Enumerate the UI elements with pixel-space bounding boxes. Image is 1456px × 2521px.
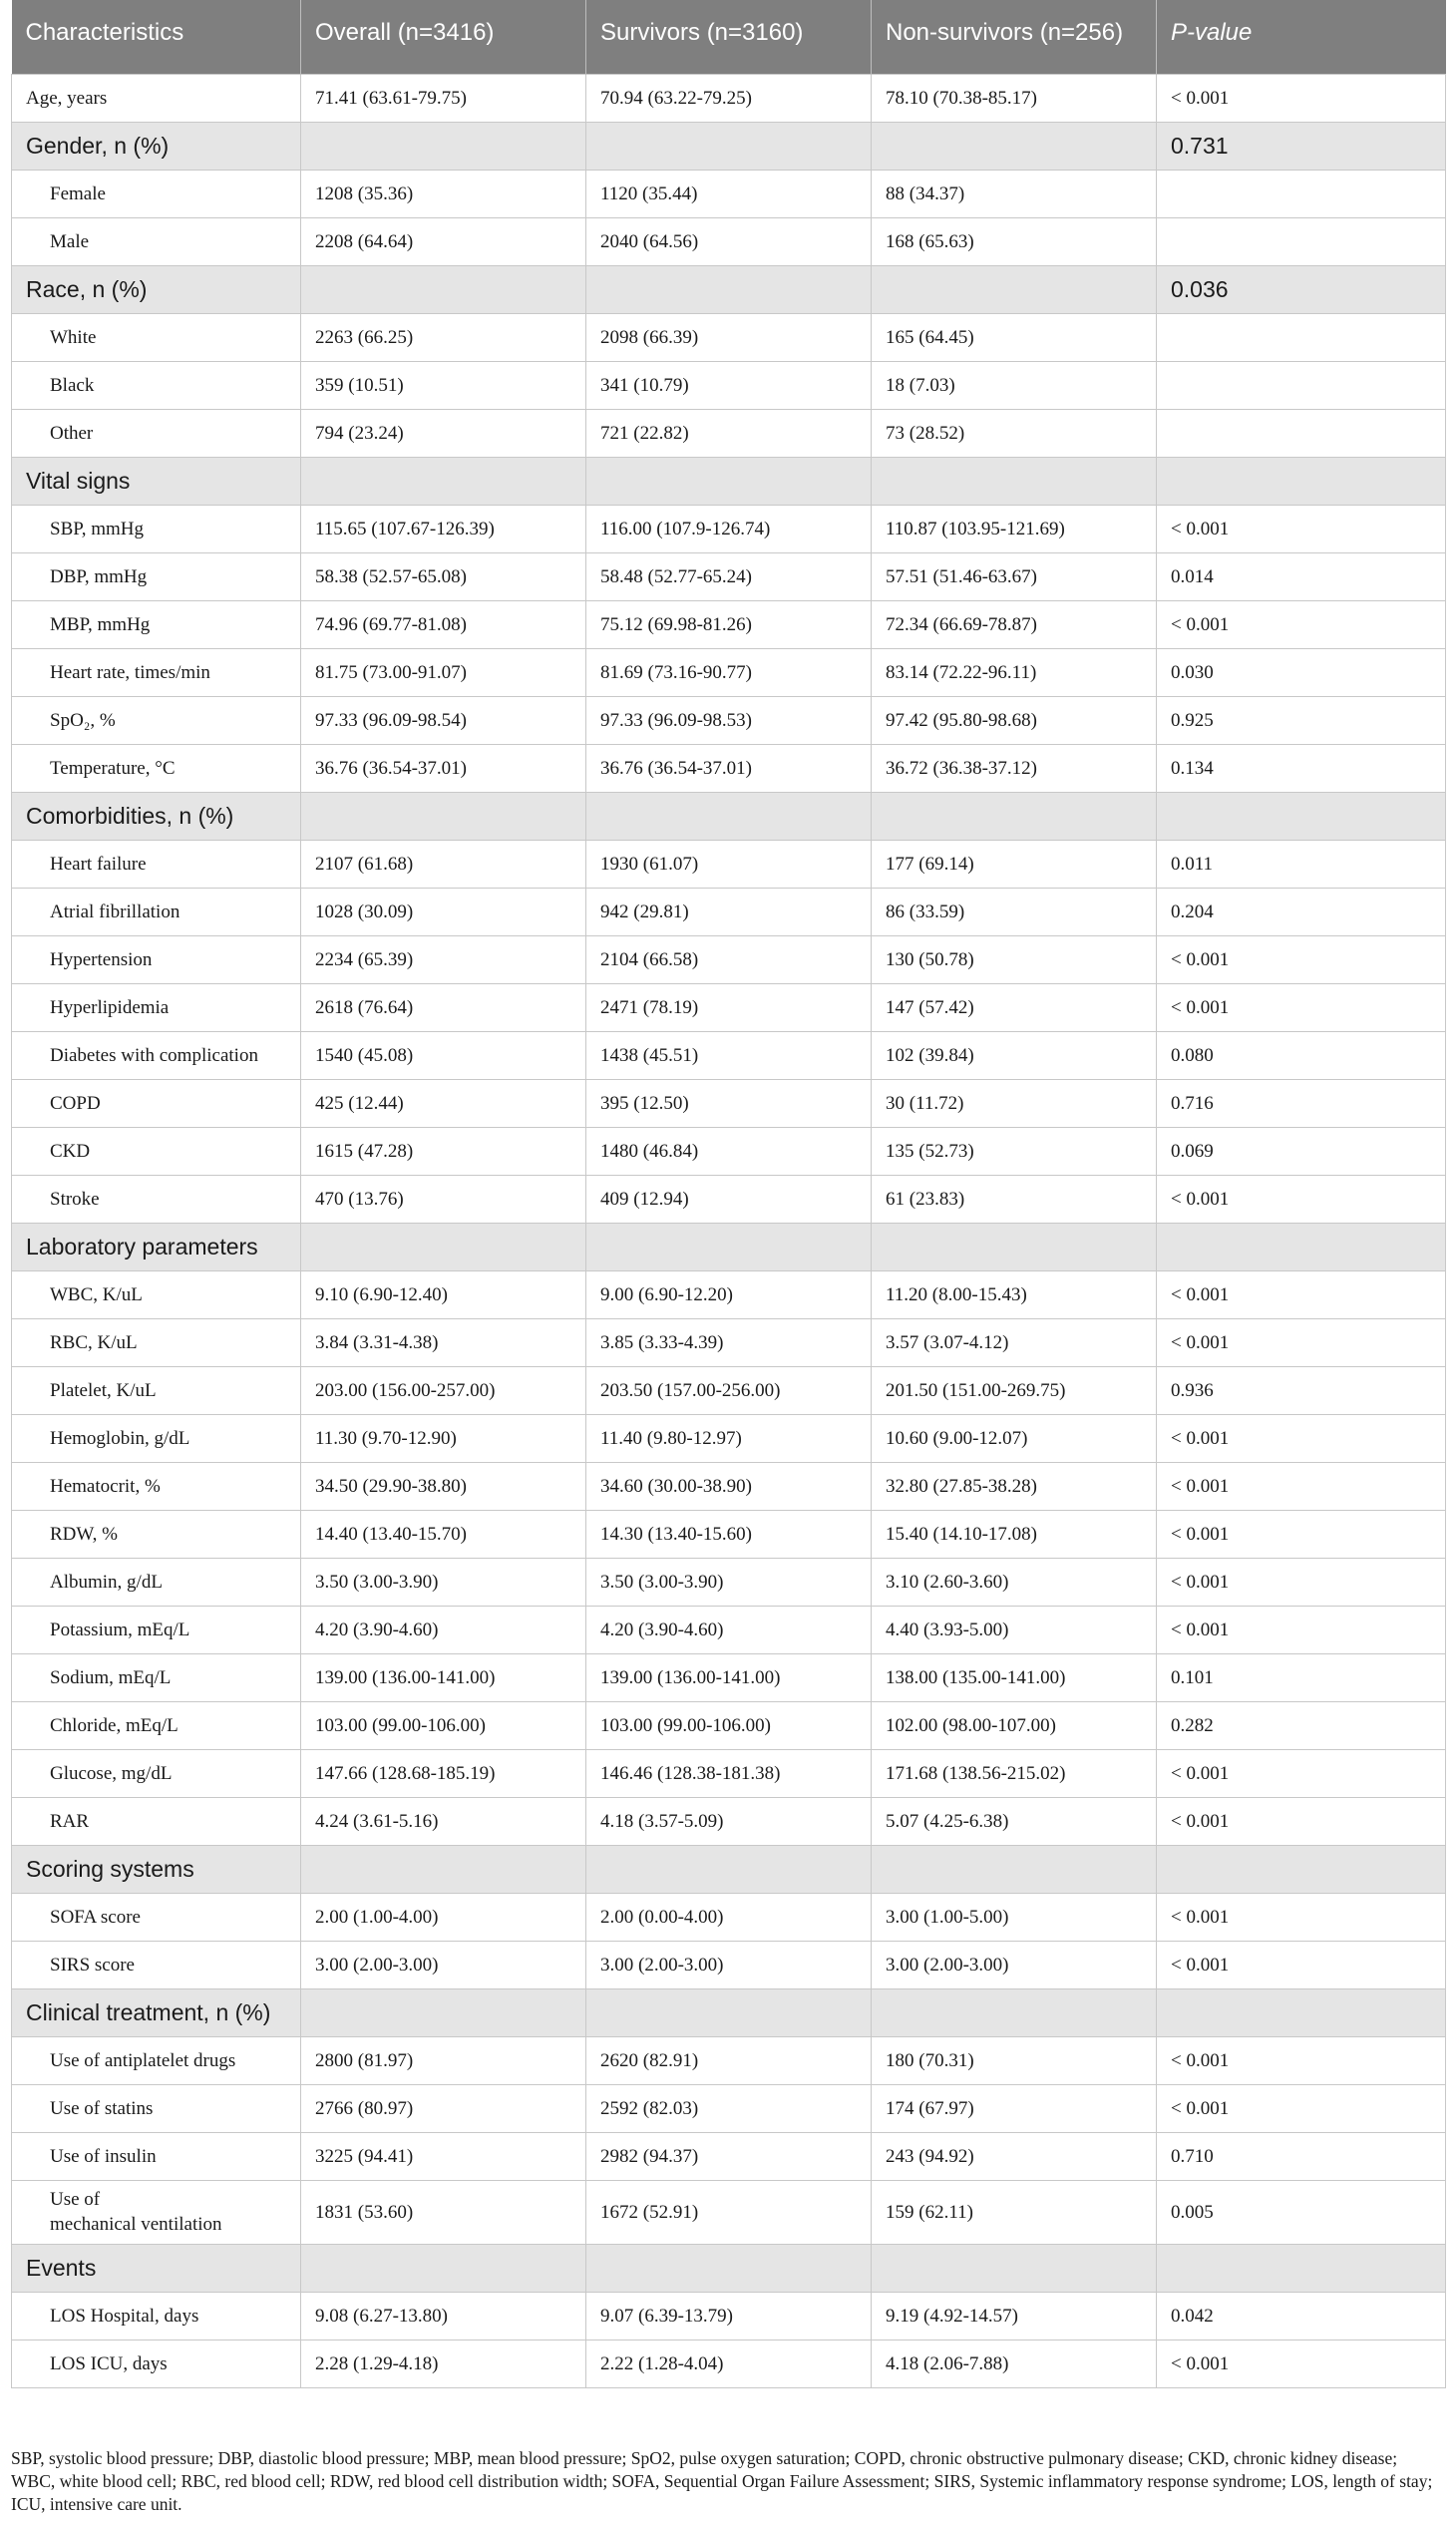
p-value-cell: < 0.001 <box>1157 2084 1446 2132</box>
survivors-cell: 2.22 (1.28-4.04) <box>586 2340 872 2387</box>
table-row <box>12 1414 1446 1462</box>
p-value-cell <box>1157 409 1446 457</box>
survivors-cell: 75.12 (69.98-81.26) <box>586 600 872 648</box>
non-survivors-cell: 135 (52.73) <box>872 1127 1157 1175</box>
survivors-cell: 14.30 (13.40-15.60) <box>586 1510 872 1558</box>
table-row <box>12 361 1446 409</box>
survivors-cell: 9.07 (6.39-13.79) <box>586 2292 872 2340</box>
overall-cell: 2.00 (1.00-4.00) <box>301 1893 586 1941</box>
p-value-cell: < 0.001 <box>1157 2340 1446 2387</box>
characteristic-cell: White <box>12 313 301 361</box>
non-survivors-cell <box>872 457 1157 505</box>
p-value-cell <box>1157 2244 1446 2292</box>
overall-cell <box>301 1845 586 1893</box>
characteristic-cell: WBC, K/uL <box>12 1270 301 1318</box>
non-survivors-cell: 36.72 (36.38-37.12) <box>872 744 1157 792</box>
p-value-cell <box>1157 457 1446 505</box>
p-value-cell: < 0.001 <box>1157 1749 1446 1797</box>
characteristic-cell: Hyperlipidemia <box>12 983 301 1031</box>
p-value-cell: 0.282 <box>1157 1701 1446 1749</box>
non-survivors-cell: 168 (65.63) <box>872 217 1157 265</box>
p-value-cell <box>1157 170 1446 217</box>
characteristic-cell: Chloride, mEq/L <box>12 1701 301 1749</box>
table-row <box>12 2340 1446 2387</box>
survivors-cell: 2040 (64.56) <box>586 217 872 265</box>
survivors-cell: 409 (12.94) <box>586 1175 872 1223</box>
non-survivors-cell: 72.34 (66.69-78.87) <box>872 600 1157 648</box>
p-value-cell <box>1157 1223 1446 1270</box>
p-value-cell: < 0.001 <box>1157 1414 1446 1462</box>
p-value-cell: 0.069 <box>1157 1127 1446 1175</box>
overall-cell <box>301 792 586 840</box>
overall-cell: 2234 (65.39) <box>301 935 586 983</box>
overall-cell: 74.96 (69.77-81.08) <box>301 600 586 648</box>
non-survivors-cell <box>872 2244 1157 2292</box>
overall-cell <box>301 122 586 170</box>
survivors-cell: 203.50 (157.00-256.00) <box>586 1366 872 1414</box>
overall-cell: 3.50 (3.00-3.90) <box>301 1558 586 1606</box>
p-value-cell: 0.925 <box>1157 696 1446 744</box>
characteristic-cell: RDW, % <box>12 1510 301 1558</box>
characteristic-cell: Heart rate, times/min <box>12 648 301 696</box>
overall-cell: 81.75 (73.00-91.07) <box>301 648 586 696</box>
non-survivors-cell: 4.40 (3.93-5.00) <box>872 1606 1157 1653</box>
overall-cell: 1208 (35.36) <box>301 170 586 217</box>
section-header-row <box>12 792 1446 840</box>
non-survivors-cell: 57.51 (51.46-63.67) <box>872 552 1157 600</box>
table-row <box>12 2132 1446 2180</box>
characteristic-cell: SBP, mmHg <box>12 505 301 552</box>
characteristic-cell: Sodium, mEq/L <box>12 1653 301 1701</box>
characteristic-cell: Female <box>12 170 301 217</box>
survivors-cell: 2982 (94.37) <box>586 2132 872 2180</box>
characteristics-table-container <box>11 0 1445 2388</box>
table-row <box>12 696 1446 744</box>
characteristic-cell: Atrial fibrillation <box>12 888 301 935</box>
overall-cell: 14.40 (13.40-15.70) <box>301 1510 586 1558</box>
p-value-cell <box>1157 792 1446 840</box>
p-value-cell: < 0.001 <box>1157 2036 1446 2084</box>
survivors-cell: 395 (12.50) <box>586 1079 872 1127</box>
table-row <box>12 2084 1446 2132</box>
overall-cell: 1028 (30.09) <box>301 888 586 935</box>
characteristic-cell: Hypertension <box>12 935 301 983</box>
survivors-cell: 2592 (82.03) <box>586 2084 872 2132</box>
survivors-cell: 81.69 (73.16-90.77) <box>586 648 872 696</box>
survivors-cell: 1438 (45.51) <box>586 1031 872 1079</box>
p-value-cell: < 0.001 <box>1157 600 1446 648</box>
table-row <box>12 1318 1446 1366</box>
overall-cell: 58.38 (52.57-65.08) <box>301 552 586 600</box>
overall-cell: 203.00 (156.00-257.00) <box>301 1366 586 1414</box>
overall-cell: 359 (10.51) <box>301 361 586 409</box>
survivors-cell: 1930 (61.07) <box>586 840 872 888</box>
overall-cell: 11.30 (9.70-12.90) <box>301 1414 586 1462</box>
p-value-cell: 0.204 <box>1157 888 1446 935</box>
p-value-cell: < 0.001 <box>1157 1893 1446 1941</box>
non-survivors-cell: 86 (33.59) <box>872 888 1157 935</box>
section-label: Scoring systems <box>12 1845 301 1893</box>
p-value-cell: 0.014 <box>1157 552 1446 600</box>
table-row <box>12 1893 1446 1941</box>
header-row <box>12 0 1446 74</box>
table-row <box>12 1941 1446 1988</box>
overall-cell: 2618 (76.64) <box>301 983 586 1031</box>
survivors-cell: 3.85 (3.33-4.39) <box>586 1318 872 1366</box>
p-value-cell <box>1157 1845 1446 1893</box>
overall-cell: 1540 (45.08) <box>301 1031 586 1079</box>
overall-cell: 1831 (53.60) <box>301 2180 586 2244</box>
overall-cell: 115.65 (107.67-126.39) <box>301 505 586 552</box>
characteristic-cell: Male <box>12 217 301 265</box>
table-row <box>12 1606 1446 1653</box>
non-survivors-cell: 10.60 (9.00-12.07) <box>872 1414 1157 1462</box>
p-value-cell: < 0.001 <box>1157 1941 1446 1988</box>
table-row <box>12 1270 1446 1318</box>
non-survivors-cell <box>872 792 1157 840</box>
section-header-row <box>12 122 1446 170</box>
section-header-row <box>12 1988 1446 2036</box>
overall-cell: 4.24 (3.61-5.16) <box>301 1797 586 1845</box>
table-row <box>12 1558 1446 1606</box>
non-survivors-cell: 201.50 (151.00-269.75) <box>872 1366 1157 1414</box>
overall-cell: 4.20 (3.90-4.60) <box>301 1606 586 1653</box>
survivors-cell: 2104 (66.58) <box>586 935 872 983</box>
p-value-cell: < 0.001 <box>1157 1175 1446 1223</box>
survivors-cell: 1480 (46.84) <box>586 1127 872 1175</box>
overall-cell: 470 (13.76) <box>301 1175 586 1223</box>
p-value-cell: 0.936 <box>1157 1366 1446 1414</box>
p-value-cell: 0.134 <box>1157 744 1446 792</box>
non-survivors-cell: 174 (67.97) <box>872 2084 1157 2132</box>
characteristic-cell: Potassium, mEq/L <box>12 1606 301 1653</box>
table-row <box>12 1510 1446 1558</box>
p-value-cell: 0.030 <box>1157 648 1446 696</box>
characteristic-cell: RAR <box>12 1797 301 1845</box>
p-value-cell: < 0.001 <box>1157 1797 1446 1845</box>
p-value-cell: < 0.001 <box>1157 1270 1446 1318</box>
survivors-cell <box>586 1845 872 1893</box>
non-survivors-cell: 5.07 (4.25-6.38) <box>872 1797 1157 1845</box>
table-row <box>12 552 1446 600</box>
p-value-cell: 0.042 <box>1157 2292 1446 2340</box>
survivors-cell: 4.20 (3.90-4.60) <box>586 1606 872 1653</box>
survivors-cell <box>586 792 872 840</box>
survivors-cell: 97.33 (96.09-98.53) <box>586 696 872 744</box>
survivors-cell: 139.00 (136.00-141.00) <box>586 1653 872 1701</box>
table-row <box>12 2036 1446 2084</box>
survivors-cell: 1672 (52.91) <box>586 2180 872 2244</box>
overall-cell: 3.84 (3.31-4.38) <box>301 1318 586 1366</box>
header-characteristics: Characteristics <box>12 0 301 74</box>
table-row <box>12 217 1446 265</box>
overall-cell: 9.08 (6.27-13.80) <box>301 2292 586 2340</box>
table-row <box>12 1031 1446 1079</box>
p-value-cell <box>1157 1988 1446 2036</box>
section-label: Vital signs <box>12 457 301 505</box>
survivors-cell: 3.50 (3.00-3.90) <box>586 1558 872 1606</box>
table-row <box>12 1701 1446 1749</box>
non-survivors-cell: 97.42 (95.80-98.68) <box>872 696 1157 744</box>
table-body <box>12 74 1446 2387</box>
non-survivors-cell <box>872 1223 1157 1270</box>
non-survivors-cell: 83.14 (72.22-96.11) <box>872 648 1157 696</box>
survivors-cell: 34.60 (30.00-38.90) <box>586 1462 872 1510</box>
non-survivors-cell <box>872 1845 1157 1893</box>
section-label: Comorbidities, n (%) <box>12 792 301 840</box>
table-row <box>12 888 1446 935</box>
p-value-cell: 0.101 <box>1157 1653 1446 1701</box>
survivors-cell: 11.40 (9.80-12.97) <box>586 1414 872 1462</box>
non-survivors-cell: 171.68 (138.56-215.02) <box>872 1749 1157 1797</box>
characteristic-cell: Hematocrit, % <box>12 1462 301 1510</box>
overall-cell: 147.66 (128.68-185.19) <box>301 1749 586 1797</box>
non-survivors-cell <box>872 122 1157 170</box>
table-row <box>12 648 1446 696</box>
non-survivors-cell: 61 (23.83) <box>872 1175 1157 1223</box>
non-survivors-cell: 3.10 (2.60-3.60) <box>872 1558 1157 1606</box>
table-row <box>12 600 1446 648</box>
survivors-cell: 70.94 (63.22-79.25) <box>586 74 872 122</box>
table-row <box>12 1749 1446 1797</box>
survivors-cell <box>586 1223 872 1270</box>
section-header-row <box>12 2244 1446 2292</box>
non-survivors-cell: 15.40 (14.10-17.08) <box>872 1510 1157 1558</box>
table-row <box>12 2180 1446 2244</box>
non-survivors-cell: 78.10 (70.38-85.17) <box>872 74 1157 122</box>
survivors-cell: 103.00 (99.00-106.00) <box>586 1701 872 1749</box>
characteristic-cell: Glucose, mg/dL <box>12 1749 301 1797</box>
p-value-cell: 0.710 <box>1157 2132 1446 2180</box>
overall-cell: 139.00 (136.00-141.00) <box>301 1653 586 1701</box>
table-row <box>12 409 1446 457</box>
table-row <box>12 1366 1446 1414</box>
characteristic-cell: LOS ICU, days <box>12 2340 301 2387</box>
p-value-cell: < 0.001 <box>1157 1510 1446 1558</box>
non-survivors-cell: 11.20 (8.00-15.43) <box>872 1270 1157 1318</box>
table-footnote: SBP, systolic blood pressure; DBP, diastolic blood pressure; MBP, mean blood pressure; SpO2, pulse oxygen saturation; COPD, chronic obstructive pulmonary disease; CKD, chronic kidney disease; WBC, white blood cell; RBC, red blood cell; RDW, red blood cell distribution width; SOFA, Sequential Organ Failure Assessment; SIRS, Systemic inflammatory response syndrome; LOS, length of stay; ICU, intensive care unit. <box>11 2448 1433 2514</box>
characteristics-table <box>11 0 1446 2388</box>
overall-cell: 36.76 (36.54-37.01) <box>301 744 586 792</box>
section-label: Race, n (%) <box>12 265 301 313</box>
overall-cell <box>301 1223 586 1270</box>
p-value-cell: 0.011 <box>1157 840 1446 888</box>
overall-cell: 97.33 (96.09-98.54) <box>301 696 586 744</box>
table-header <box>12 0 1446 74</box>
overall-cell: 34.50 (29.90-38.80) <box>301 1462 586 1510</box>
overall-cell: 2208 (64.64) <box>301 217 586 265</box>
overall-cell: 2263 (66.25) <box>301 313 586 361</box>
survivors-cell <box>586 1988 872 2036</box>
overall-cell: 2107 (61.68) <box>301 840 586 888</box>
section-header-row <box>12 1845 1446 1893</box>
survivors-cell: 2620 (82.91) <box>586 2036 872 2084</box>
table-row <box>12 1653 1446 1701</box>
non-survivors-cell <box>872 1988 1157 2036</box>
characteristic-cell: Use of antiplatelet drugs <box>12 2036 301 2084</box>
characteristic-cell: CKD <box>12 1127 301 1175</box>
table-row <box>12 1797 1446 1845</box>
section-label: Clinical treatment, n (%) <box>12 1988 301 2036</box>
survivors-cell <box>586 2244 872 2292</box>
characteristic-cell: SIRS score <box>12 1941 301 1988</box>
overall-cell: 9.10 (6.90-12.40) <box>301 1270 586 1318</box>
survivors-cell: 36.76 (36.54-37.01) <box>586 744 872 792</box>
overall-cell <box>301 1988 586 2036</box>
table-row <box>12 313 1446 361</box>
p-value-cell: < 0.001 <box>1157 1606 1446 1653</box>
overall-cell <box>301 265 586 313</box>
table-row <box>12 2292 1446 2340</box>
overall-cell: 103.00 (99.00-106.00) <box>301 1701 586 1749</box>
non-survivors-cell: 165 (64.45) <box>872 313 1157 361</box>
survivors-cell: 146.46 (128.38-181.38) <box>586 1749 872 1797</box>
table-row <box>12 744 1446 792</box>
survivors-cell: 1120 (35.44) <box>586 170 872 217</box>
p-value-cell: < 0.001 <box>1157 1318 1446 1366</box>
table-row <box>12 74 1446 122</box>
header-overall: Overall (n=3416) <box>301 0 586 74</box>
non-survivors-cell: 3.57 (3.07-4.12) <box>872 1318 1157 1366</box>
p-value-cell: < 0.001 <box>1157 983 1446 1031</box>
survivors-cell: 3.00 (2.00-3.00) <box>586 1941 872 1988</box>
characteristic-cell: Hemoglobin, g/dL <box>12 1414 301 1462</box>
non-survivors-cell: 130 (50.78) <box>872 935 1157 983</box>
non-survivors-cell <box>872 265 1157 313</box>
non-survivors-cell: 138.00 (135.00-141.00) <box>872 1653 1157 1701</box>
overall-cell: 71.41 (63.61-79.75) <box>301 74 586 122</box>
p-value-cell <box>1157 313 1446 361</box>
characteristic-cell: LOS Hospital, days <box>12 2292 301 2340</box>
overall-cell <box>301 457 586 505</box>
non-survivors-cell: 3.00 (2.00-3.00) <box>872 1941 1157 1988</box>
non-survivors-cell: 159 (62.11) <box>872 2180 1157 2244</box>
characteristic-cell: SOFA score <box>12 1893 301 1941</box>
p-value-cell: 0.080 <box>1157 1031 1446 1079</box>
characteristic-cell: Use of mechanical ventilation <box>12 2180 301 2244</box>
section-header-row <box>12 1223 1446 1270</box>
table-row <box>12 1079 1446 1127</box>
p-value-cell: < 0.001 <box>1157 74 1446 122</box>
characteristic-cell: Other <box>12 409 301 457</box>
p-value-cell: < 0.001 <box>1157 1558 1446 1606</box>
characteristic-cell: Albumin, g/dL <box>12 1558 301 1606</box>
characteristic-cell: Age, years <box>12 74 301 122</box>
overall-cell: 3.00 (2.00-3.00) <box>301 1941 586 1988</box>
non-survivors-cell: 30 (11.72) <box>872 1079 1157 1127</box>
p-value-cell <box>1157 217 1446 265</box>
p-value-cell: 0.716 <box>1157 1079 1446 1127</box>
non-survivors-cell: 243 (94.92) <box>872 2132 1157 2180</box>
survivors-cell: 2.00 (0.00-4.00) <box>586 1893 872 1941</box>
characteristic-cell: COPD <box>12 1079 301 1127</box>
non-survivors-cell: 73 (28.52) <box>872 409 1157 457</box>
table-row <box>12 935 1446 983</box>
p-value-cell: < 0.001 <box>1157 935 1446 983</box>
p-value-cell: 0.036 <box>1157 265 1446 313</box>
non-survivors-cell: 18 (7.03) <box>872 361 1157 409</box>
p-value-cell: < 0.001 <box>1157 505 1446 552</box>
overall-cell: 1615 (47.28) <box>301 1127 586 1175</box>
header-survivors: Survivors (n=3160) <box>586 0 872 74</box>
survivors-cell: 2098 (66.39) <box>586 313 872 361</box>
section-label: Laboratory parameters <box>12 1223 301 1270</box>
table-row <box>12 505 1446 552</box>
p-value-cell: 0.005 <box>1157 2180 1446 2244</box>
non-survivors-cell: 177 (69.14) <box>872 840 1157 888</box>
p-value-cell <box>1157 361 1446 409</box>
survivors-cell: 721 (22.82) <box>586 409 872 457</box>
characteristic-cell: RBC, K/uL <box>12 1318 301 1366</box>
section-label: Events <box>12 2244 301 2292</box>
characteristic-cell: Stroke <box>12 1175 301 1223</box>
survivors-cell <box>586 265 872 313</box>
characteristic-cell: Use of statins <box>12 2084 301 2132</box>
section-header-row <box>12 265 1446 313</box>
characteristic-cell: MBP, mmHg <box>12 600 301 648</box>
p-value-cell: 0.731 <box>1157 122 1446 170</box>
non-survivors-cell: 88 (34.37) <box>872 170 1157 217</box>
survivors-cell: 942 (29.81) <box>586 888 872 935</box>
characteristic-cell: Temperature, °C <box>12 744 301 792</box>
non-survivors-cell: 4.18 (2.06-7.88) <box>872 2340 1157 2387</box>
non-survivors-cell: 3.00 (1.00-5.00) <box>872 1893 1157 1941</box>
header-p-value: P-value <box>1157 0 1446 74</box>
overall-cell: 794 (23.24) <box>301 409 586 457</box>
table-row <box>12 1462 1446 1510</box>
characteristic-cell: DBP, mmHg <box>12 552 301 600</box>
survivors-cell: 58.48 (52.77-65.24) <box>586 552 872 600</box>
characteristic-cell: SpO₂, % <box>12 696 301 744</box>
section-header-row <box>12 457 1446 505</box>
p-value-cell: < 0.001 <box>1157 1462 1446 1510</box>
characteristic-cell: Heart failure <box>12 840 301 888</box>
table-row <box>12 840 1446 888</box>
characteristic-cell: Platelet, K/uL <box>12 1366 301 1414</box>
survivors-cell: 9.00 (6.90-12.20) <box>586 1270 872 1318</box>
table-row <box>12 983 1446 1031</box>
survivors-cell <box>586 457 872 505</box>
survivors-cell <box>586 122 872 170</box>
table-row <box>12 170 1446 217</box>
survivors-cell: 116.00 (107.9-126.74) <box>586 505 872 552</box>
section-label: Gender, n (%) <box>12 122 301 170</box>
overall-cell: 3225 (94.41) <box>301 2132 586 2180</box>
non-survivors-cell: 110.87 (103.95-121.69) <box>872 505 1157 552</box>
non-survivors-cell: 32.80 (27.85-38.28) <box>872 1462 1157 1510</box>
overall-cell: 2.28 (1.29-4.18) <box>301 2340 586 2387</box>
table-row <box>12 1127 1446 1175</box>
characteristic-cell: Diabetes with complication <box>12 1031 301 1079</box>
survivors-cell: 2471 (78.19) <box>586 983 872 1031</box>
non-survivors-cell: 147 (57.42) <box>872 983 1157 1031</box>
overall-cell: 2800 (81.97) <box>301 2036 586 2084</box>
non-survivors-cell: 180 (70.31) <box>872 2036 1157 2084</box>
characteristic-cell: Use of insulin <box>12 2132 301 2180</box>
non-survivors-cell: 102 (39.84) <box>872 1031 1157 1079</box>
table-row <box>12 1175 1446 1223</box>
overall-cell <box>301 2244 586 2292</box>
header-non-survivors: Non-survivors (n=256) <box>872 0 1157 74</box>
overall-cell: 425 (12.44) <box>301 1079 586 1127</box>
survivors-cell: 4.18 (3.57-5.09) <box>586 1797 872 1845</box>
overall-cell: 2766 (80.97) <box>301 2084 586 2132</box>
survivors-cell: 341 (10.79) <box>586 361 872 409</box>
non-survivors-cell: 9.19 (4.92-14.57) <box>872 2292 1157 2340</box>
characteristic-cell: Black <box>12 361 301 409</box>
non-survivors-cell: 102.00 (98.00-107.00) <box>872 1701 1157 1749</box>
